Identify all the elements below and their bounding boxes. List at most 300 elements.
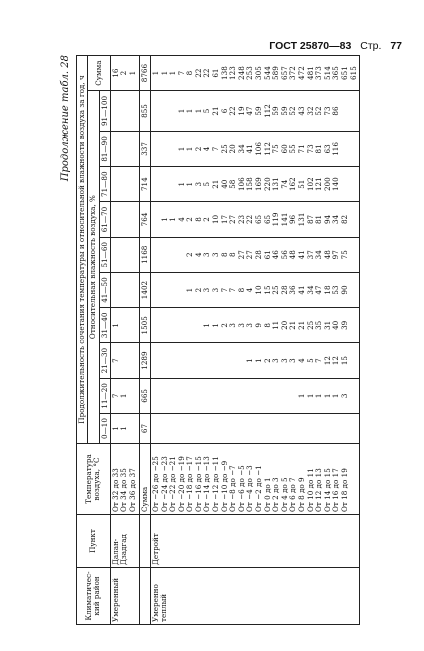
cell-value: 61: [211, 68, 221, 78]
cell-value: 94: [322, 214, 332, 225]
cell-value: 36: [288, 285, 298, 295]
value-column: [150, 131, 359, 166]
cell-value: [307, 416, 316, 441]
cell-value: [315, 416, 324, 441]
col-header-humidity: Относительная влажность воздуха, %: [88, 91, 99, 444]
cell-value: 5: [305, 358, 315, 363]
cell-value: 169: [254, 177, 264, 192]
cell-value: [161, 169, 170, 199]
value-column: [150, 202, 359, 237]
range-header-5: 51—60: [99, 237, 110, 272]
cell-value: [203, 345, 212, 375]
cell-value: [195, 416, 204, 441]
cell-value: 141: [279, 212, 289, 227]
value-column: [110, 343, 139, 378]
cell-value: От 34 до 35: [119, 468, 129, 512]
cell-value: [152, 345, 161, 375]
cell-value: [152, 240, 161, 270]
value-column: [150, 167, 359, 202]
cell-value: 12: [322, 356, 332, 366]
cell-value: 589: [271, 66, 281, 80]
region-cell: Умеренный: [110, 568, 139, 625]
cell-value: 28: [279, 285, 289, 295]
cell-value: [112, 93, 121, 129]
cell-value: [324, 416, 333, 441]
cell-value: 365: [331, 66, 341, 80]
cell-value: 1: [119, 426, 129, 431]
range-header-0: 0—10: [99, 414, 110, 444]
table-row-sum: [139, 56, 150, 625]
value-column: [110, 202, 139, 237]
cell-value: 158: [245, 177, 255, 192]
cell-value: 1: [202, 323, 212, 328]
cell-value: 59: [271, 106, 281, 116]
cell-value: [129, 93, 138, 129]
cell-value: 41: [297, 250, 306, 260]
cell-value: [186, 381, 195, 411]
cell-value: [238, 381, 247, 411]
cell-value: 8: [228, 252, 238, 258]
cell-value: 3: [288, 358, 298, 363]
cell-value: 1: [168, 217, 178, 222]
range-header-3: 31—40: [99, 308, 110, 343]
cell-value: 27: [228, 214, 238, 225]
cell-value: [120, 204, 129, 234]
cell-value: От 4 до 5: [279, 477, 289, 512]
cell-value: От −12 до −11: [211, 456, 221, 512]
cell-value: 7: [228, 287, 238, 293]
cell-value: 3: [202, 287, 212, 293]
cell-value: 3: [339, 393, 349, 399]
cell-value: От 16 до 17: [331, 468, 341, 512]
cell-value: 7: [211, 146, 221, 152]
value-column: [150, 308, 359, 343]
cell-value: 123: [228, 66, 238, 80]
cell-value: [129, 381, 138, 411]
cell-value: От 10 до 11: [305, 468, 315, 512]
cell-value: [161, 240, 170, 270]
cell-value: 657: [279, 66, 289, 80]
cell-value: [129, 345, 138, 375]
cell-value: 52: [314, 106, 324, 116]
cell-value: 121: [314, 177, 324, 192]
cell-value: 1: [176, 108, 186, 114]
range-header-1: 11—20: [99, 378, 110, 413]
cell-value: 34: [314, 250, 324, 260]
table-row-block1: [110, 56, 139, 625]
cell-value: [212, 416, 221, 441]
cell-value: [169, 275, 178, 305]
cell-value: 248: [236, 66, 246, 80]
cell-value: [246, 416, 255, 441]
cell-value: [186, 310, 195, 340]
cell-value: 63: [322, 144, 332, 154]
cell-value: От −14 до −13: [202, 456, 212, 512]
cell-value: [169, 381, 178, 411]
cell-value: 3: [228, 323, 238, 328]
cell-value: [152, 310, 161, 340]
cell-value: 1: [185, 287, 195, 293]
cell-value: 21: [211, 106, 221, 116]
cell-value: [112, 134, 121, 164]
cell-value: 112: [262, 142, 272, 156]
rotated-page-content: [60, 50, 380, 625]
cell-value: [169, 345, 178, 375]
cell-value: 46: [271, 250, 281, 260]
cell-value: [120, 345, 129, 375]
cell-value: 3: [236, 323, 246, 328]
cell-value: 3: [271, 358, 281, 363]
cell-value: [152, 93, 161, 129]
cell-value: 87: [305, 214, 315, 225]
cell-value: [129, 416, 138, 441]
cell-value: 20: [279, 320, 289, 330]
cell-value: 2: [185, 252, 195, 258]
temperature-list: [150, 444, 359, 515]
cell-value: [229, 381, 238, 411]
cell-value: 372: [288, 66, 298, 80]
cell-value: [129, 275, 138, 305]
range-header-2: 21—30: [99, 343, 110, 378]
cell-value: 21: [288, 320, 298, 330]
cell-value: От −6 до −5: [236, 465, 246, 512]
cell-value: 1: [110, 323, 120, 328]
page-number: 77: [390, 40, 402, 52]
col-header-region: Климатичес-кий район: [77, 568, 111, 625]
cell-value: От −18 до −17: [185, 456, 195, 512]
row-total-column: [110, 56, 139, 91]
cell-value: От 8 до 9: [297, 477, 306, 512]
cell-value: 34: [331, 214, 341, 225]
cell-value: 97: [331, 250, 341, 260]
cell-value: 8: [193, 217, 203, 222]
cell-value: 305: [254, 66, 264, 80]
cell-value: 1: [297, 393, 306, 399]
cell-value: 40: [219, 179, 229, 189]
cell-value: От −16 до −15: [193, 456, 203, 512]
cell-value: 32: [305, 106, 315, 116]
cell-value: 1: [322, 393, 332, 399]
cell-value: [203, 416, 212, 441]
cell-value: 48: [288, 250, 298, 260]
cell-value: 22: [228, 106, 238, 116]
cell-value: [341, 169, 350, 199]
cell-value: [169, 240, 178, 270]
cell-value: [195, 381, 204, 411]
region-cell: Умеренно теплый: [150, 568, 359, 625]
cell-value: 59: [254, 106, 264, 116]
cell-value: От 32 до 33: [110, 468, 120, 512]
cell-value: 2: [202, 217, 212, 222]
range-header-9: 91—100: [99, 91, 110, 132]
cell-value: [112, 204, 121, 234]
cell-value: [221, 345, 230, 375]
cell-value: [178, 416, 187, 441]
cell-value: 131: [297, 212, 306, 227]
value-column: [150, 237, 359, 272]
cell-value: [341, 134, 350, 164]
cell-value: 3: [279, 358, 289, 363]
cell-value: От 0 до 1: [262, 477, 272, 512]
cell-value: [161, 345, 170, 375]
sum-value: 665: [139, 378, 150, 413]
cell-value: 61: [262, 250, 272, 260]
value-column: [110, 378, 139, 413]
cell-value: От −10 до −9: [219, 460, 229, 512]
cell-value: 102: [305, 177, 315, 192]
cell-value: 11: [271, 320, 281, 330]
cell-value: 31: [322, 320, 332, 330]
cell-value: 615: [348, 66, 358, 80]
cell-value: 3: [245, 323, 255, 328]
cell-value: 140: [331, 177, 341, 192]
cell-value: 56: [279, 250, 289, 260]
cell-value: [186, 345, 195, 375]
cell-value: 41: [297, 285, 306, 295]
cell-value: [238, 416, 247, 441]
cell-value: [246, 381, 255, 411]
cell-value: 25: [219, 144, 229, 154]
cell-value: 41: [245, 144, 255, 154]
cell-value: [129, 240, 138, 270]
cell-value: 1: [150, 70, 160, 76]
cell-value: [129, 204, 138, 234]
cell-value: 253: [245, 66, 255, 80]
cell-value: 27: [236, 250, 246, 260]
cell-value: [120, 134, 129, 164]
cell-value: [212, 345, 221, 375]
sum-value: 855: [139, 91, 150, 132]
cell-value: 1: [185, 181, 195, 187]
cell-value: 1: [305, 393, 315, 399]
cell-value: 81: [314, 144, 324, 154]
cell-value: От −8 до −7: [228, 465, 238, 512]
cell-value: 65: [262, 214, 272, 225]
point-cell: Детройт: [150, 515, 359, 568]
cell-value: [272, 381, 281, 411]
cell-value: [161, 134, 170, 164]
cell-value: 47: [314, 285, 324, 295]
cell-value: 481: [305, 66, 315, 80]
standard-code: ГОСТ 25870—83: [269, 40, 352, 52]
cell-value: 22: [193, 68, 203, 78]
cell-value: [120, 275, 129, 305]
cell-value: 3: [193, 181, 203, 187]
cell-value: [152, 134, 161, 164]
col-header-duration: Продолжительность сочетания температуры и относительной влажности воздуха за год, ч: [77, 56, 88, 444]
cell-value: [129, 134, 138, 164]
cell-value: [195, 345, 204, 375]
sum-value: 1289: [139, 343, 150, 378]
cell-value: 138: [219, 66, 229, 80]
cell-value: 53: [331, 285, 341, 295]
cell-value: 16: [110, 68, 120, 78]
cell-value: 112: [262, 104, 272, 118]
cell-value: 21: [297, 320, 306, 330]
cell-value: От 6 до 7: [288, 477, 298, 512]
cell-value: [332, 416, 341, 441]
value-column: [150, 343, 359, 378]
cell-value: От −22 до −21: [168, 456, 178, 512]
cell-value: [129, 169, 138, 199]
cell-value: [186, 416, 195, 441]
cell-value: 3: [202, 252, 212, 258]
cell-value: 75: [271, 144, 281, 154]
cell-value: От −4 до −3: [245, 465, 255, 512]
cell-value: 3: [211, 252, 221, 258]
cell-value: [120, 93, 129, 129]
cell-value: 1: [176, 146, 186, 152]
sum-value: 8766: [139, 56, 150, 91]
sum-value: 337: [139, 131, 150, 166]
cell-value: [221, 381, 230, 411]
cell-value: 17: [219, 214, 229, 225]
cell-value: 40: [331, 320, 341, 330]
cell-value: 3: [211, 287, 221, 293]
cell-value: 106: [236, 177, 246, 192]
col-header-point: Пункт: [77, 515, 111, 568]
cell-value: 37: [305, 250, 315, 260]
cell-value: [178, 310, 187, 340]
humidity-temperature-table: [76, 55, 360, 625]
cell-value: [289, 416, 298, 441]
cell-value: 10: [254, 285, 264, 295]
cell-value: [203, 381, 212, 411]
cell-value: [169, 416, 178, 441]
cell-value: 15: [339, 356, 349, 366]
sum-value: 714: [139, 167, 150, 202]
row-total-column: [150, 56, 359, 91]
cell-value: 8: [185, 70, 195, 76]
cell-value: 25: [305, 320, 315, 330]
table-row-block2: [150, 56, 359, 625]
cell-value: 71: [297, 144, 306, 154]
cell-value: 47: [245, 106, 255, 116]
page-label: Стр.: [360, 40, 382, 52]
cell-value: 22: [202, 68, 212, 78]
cell-value: [120, 169, 129, 199]
cell-value: 52: [288, 106, 298, 116]
cell-value: 48: [322, 250, 332, 260]
value-column: [110, 167, 139, 202]
cell-value: 162: [288, 177, 298, 192]
cell-value: От 2 до 3: [271, 477, 281, 512]
cell-value: [161, 310, 170, 340]
cell-value: 8: [236, 287, 246, 293]
cell-value: 2: [262, 358, 272, 363]
cell-value: 7: [176, 70, 186, 76]
cell-value: [264, 416, 273, 441]
cell-value: 1: [245, 358, 255, 363]
cell-value: От 14 до 15: [322, 468, 332, 512]
cell-value: [152, 275, 161, 305]
cell-value: 73: [322, 106, 332, 116]
cell-value: 20: [228, 144, 238, 154]
cell-value: 21: [211, 179, 221, 189]
cell-value: 86: [331, 106, 341, 116]
value-column: [150, 91, 359, 132]
cell-value: 1: [185, 146, 195, 152]
cell-value: 4: [176, 217, 186, 222]
cell-value: От 12 до 13: [314, 468, 324, 512]
cell-value: 651: [339, 66, 349, 80]
cell-value: От 18 до 19: [339, 468, 349, 512]
cell-value: [264, 381, 273, 411]
cell-value: 18: [322, 285, 332, 295]
cell-value: От −20 до −19: [176, 456, 186, 512]
sum-value: 1402: [139, 272, 150, 307]
cell-value: 12: [331, 356, 341, 366]
cell-value: 1: [211, 323, 221, 328]
cell-value: 34: [305, 285, 315, 295]
cell-value: 1: [110, 426, 120, 431]
cell-value: 73: [305, 144, 315, 154]
cell-value: 19: [236, 106, 246, 116]
cell-value: 25: [271, 285, 281, 295]
cell-value: 119: [271, 212, 281, 227]
cell-value: [161, 275, 170, 305]
cell-value: 5: [202, 181, 212, 187]
cell-value: 74: [279, 179, 289, 189]
cell-value: [341, 93, 350, 129]
cell-value: 131: [271, 177, 281, 192]
cell-value: 4: [202, 146, 212, 152]
cell-value: [281, 416, 290, 441]
cell-value: 60: [279, 144, 289, 154]
cell-value: 1: [176, 181, 186, 187]
cell-value: [161, 381, 170, 411]
col-header-sum: Сумма: [88, 56, 111, 91]
range-header-6: 61—70: [99, 202, 110, 237]
cell-value: 43: [297, 106, 306, 116]
cell-value: 27: [245, 250, 255, 260]
cell-value: 22: [245, 214, 255, 225]
cell-value: 8: [262, 323, 272, 328]
cell-value: [255, 416, 264, 441]
sum-value: 67: [139, 414, 150, 444]
cell-value: 1: [159, 217, 169, 222]
cell-value: [298, 416, 307, 441]
cell-value: 514: [322, 66, 332, 80]
cell-value: 15: [262, 285, 272, 295]
cell-value: 1: [254, 358, 264, 363]
cell-value: 2: [119, 70, 129, 76]
value-column: [110, 272, 139, 307]
cell-value: 1: [159, 70, 169, 76]
cell-value: [161, 93, 170, 129]
cell-value: 65: [254, 214, 264, 225]
cell-value: 6: [219, 108, 229, 114]
cell-value: 1: [128, 70, 138, 76]
cell-value: 2: [185, 217, 195, 222]
cell-value: [272, 416, 281, 441]
cell-value: 472: [297, 66, 306, 80]
cell-value: [112, 275, 121, 305]
cell-value: 8: [219, 252, 229, 258]
cell-value: 9: [254, 323, 264, 328]
cell-value: [161, 416, 170, 441]
cell-value: [112, 169, 121, 199]
cell-value: 116: [331, 142, 341, 156]
cell-value: 4: [193, 252, 203, 258]
cell-value: 82: [339, 214, 349, 225]
cell-value: От 36 до 37: [128, 468, 138, 512]
cell-value: 2: [193, 287, 203, 293]
cell-value: 90: [339, 285, 349, 295]
value-column: [110, 414, 139, 444]
cell-value: 1: [119, 393, 129, 399]
value-column: [110, 91, 139, 132]
